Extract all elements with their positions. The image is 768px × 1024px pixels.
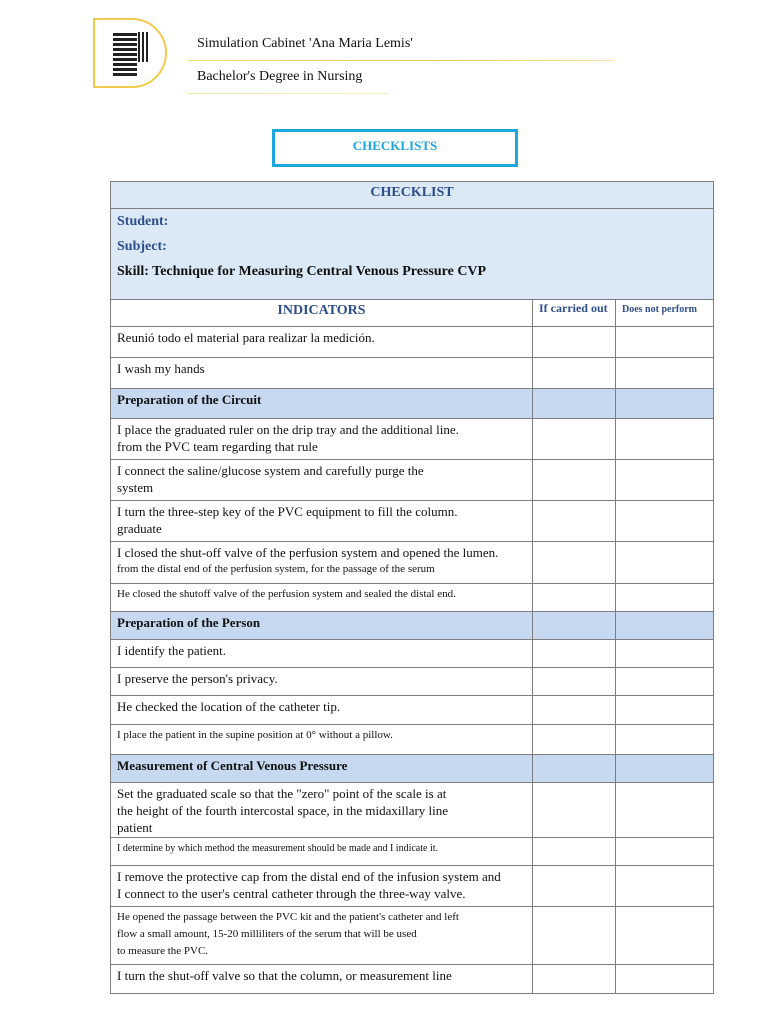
indicator-text <box>111 584 533 612</box>
indicator-line: He checked the location of the catheter tip. <box>117 699 341 714</box>
indicator-row <box>111 640 714 668</box>
institution-logo <box>93 18 171 92</box>
indicator-line: the height of the fourth intercostal space, in the midaxillary line <box>117 803 449 818</box>
subject-label: Subject: <box>117 239 167 254</box>
not-performed-cell[interactable] <box>616 389 714 419</box>
header-divider-2 <box>188 93 388 94</box>
indicator-line: Preparation of the Person <box>117 615 261 630</box>
carried-out-cell[interactable] <box>533 612 616 640</box>
indicator-text <box>111 965 533 994</box>
carried-out-cell[interactable] <box>533 725 616 755</box>
not-performed-cell[interactable] <box>616 783 714 838</box>
checklist-sheet <box>110 181 714 994</box>
indicator-line: I wash my hands <box>117 361 205 376</box>
not-performed-cell[interactable] <box>616 327 714 358</box>
section-title <box>111 755 533 783</box>
not-performed-cell[interactable] <box>616 358 714 389</box>
indicator-text <box>111 460 533 501</box>
carried-out-cell[interactable] <box>533 584 616 612</box>
section-title <box>111 389 533 419</box>
indicator-text <box>111 866 533 907</box>
indicator-line: to measure the PVC. <box>117 945 209 957</box>
indicator-line: Set the graduated scale so that the "zero" point of the scale is at <box>117 786 447 801</box>
checklist-info-row <box>111 209 714 300</box>
carried-out-cell[interactable] <box>533 419 616 460</box>
carried-out-cell[interactable] <box>533 542 616 584</box>
section-title <box>111 612 533 640</box>
indicator-row <box>111 542 714 584</box>
program-name: Bachelor's Degree in Nursing <box>197 69 363 84</box>
not-performed-cell[interactable] <box>616 755 714 783</box>
not-performed-cell[interactable] <box>616 838 714 866</box>
checklist-caption-row <box>111 182 714 209</box>
carried-out-cell[interactable] <box>533 965 616 994</box>
not-performed-cell[interactable] <box>616 696 714 725</box>
indicator-row <box>111 460 714 501</box>
indicator-line: He closed the shutoff valve of the perfusion system and sealed the distal end. <box>117 588 456 600</box>
carried-out-cell[interactable] <box>533 866 616 907</box>
indicator-text <box>111 419 533 460</box>
indicator-line: Measurement of Central Venous Pressure <box>117 758 348 773</box>
indicator-line: I closed the shut-off valve of the perfusion system and opened the lumen. <box>117 545 499 560</box>
indicator-line: from the distal end of the perfusion system, for the passage of the serum <box>117 563 435 575</box>
not-performed-cell[interactable] <box>616 866 714 907</box>
indicator-text <box>111 668 533 696</box>
not-performed-cell[interactable] <box>616 460 714 501</box>
indicator-text <box>111 327 533 358</box>
indicator-text <box>111 907 533 965</box>
not-performed-cell[interactable] <box>616 907 714 965</box>
indicator-line: I identify the patient. <box>117 643 227 658</box>
indicator-row <box>111 907 714 965</box>
indicator-text <box>111 838 533 866</box>
logo-emblem-detail <box>138 32 148 62</box>
indicator-row <box>111 419 714 460</box>
skill-title: Skill: Technique for Measuring Central Venous Pressure CVP <box>117 264 487 279</box>
indicator-line: graduate <box>117 521 162 536</box>
indicator-line: I connect to the user's central catheter through the three-way valve. <box>117 886 466 901</box>
indicator-line: I determine by which method the measurement should be made and I indicate it. <box>117 843 439 854</box>
indicator-row <box>111 783 714 838</box>
carried-out-cell[interactable] <box>533 668 616 696</box>
indicator-line: I turn the shut-off valve so that the column, or measurement line <box>117 968 452 983</box>
indicator-row <box>111 965 714 994</box>
carried-out-cell[interactable] <box>533 907 616 965</box>
indicator-text <box>111 358 533 389</box>
carried-out-header: If carried out <box>533 300 616 327</box>
indicator-row <box>111 501 714 542</box>
indicator-line: flow a small amount, 15-20 milliliters of the serum that will be used <box>117 928 417 940</box>
carried-out-cell[interactable] <box>533 327 616 358</box>
indicator-row <box>111 866 714 907</box>
indicator-row <box>111 668 714 696</box>
not-performed-cell[interactable] <box>616 419 714 460</box>
indicator-row <box>111 584 714 612</box>
carried-out-cell[interactable] <box>533 358 616 389</box>
carried-out-cell[interactable] <box>533 755 616 783</box>
section-row <box>111 612 714 640</box>
not-performed-cell[interactable] <box>616 501 714 542</box>
indicator-text <box>111 725 533 755</box>
carried-out-cell[interactable] <box>533 640 616 668</box>
not-performed-cell[interactable] <box>616 584 714 612</box>
not-performed-header: Does not perform <box>616 300 714 327</box>
not-performed-cell[interactable] <box>616 612 714 640</box>
not-performed-cell[interactable] <box>616 725 714 755</box>
indicator-row <box>111 327 714 358</box>
indicator-line: system <box>117 480 154 495</box>
indicator-row <box>111 696 714 725</box>
indicator-line: Reunió todo el material para realizar la medición. <box>117 330 375 345</box>
indicator-text <box>111 783 533 838</box>
header-divider <box>188 60 613 61</box>
section-row <box>111 389 714 419</box>
indicator-row <box>111 838 714 866</box>
indicator-text <box>111 696 533 725</box>
carried-out-cell[interactable] <box>533 696 616 725</box>
checklist-caption: CHECKLIST <box>111 182 714 209</box>
carried-out-cell[interactable] <box>533 460 616 501</box>
indicator-text <box>111 542 533 584</box>
indicator-line: I place the patient in the supine position at 0° without a pillow. <box>117 729 393 741</box>
indicator-line: He opened the passage between the PVC kit and the patient's catheter and left <box>117 911 459 923</box>
student-label: Student: <box>117 214 169 229</box>
document-title: CHECKLISTS <box>352 138 438 153</box>
indicator-row <box>111 725 714 755</box>
indicator-header-row <box>111 300 714 327</box>
section-row <box>111 755 714 783</box>
logo-emblem <box>113 32 137 76</box>
indicator-row <box>111 358 714 389</box>
indicator-text <box>111 640 533 668</box>
checklist-table <box>110 181 714 994</box>
carried-out-cell[interactable] <box>533 389 616 419</box>
org-name: Simulation Cabinet 'Ana Maria Lemis' <box>197 36 413 51</box>
checklist-info <box>111 209 714 300</box>
indicator-line: from the PVC team regarding that rule <box>117 439 318 454</box>
indicator-text <box>111 501 533 542</box>
indicator-line: I place the graduated ruler on the drip tray and the additional line. <box>117 422 459 437</box>
carried-out-cell[interactable] <box>533 838 616 866</box>
not-performed-cell[interactable] <box>616 640 714 668</box>
indicator-line: Preparation of the Circuit <box>117 392 262 407</box>
not-performed-cell[interactable] <box>616 668 714 696</box>
indicator-line: I remove the protective cap from the distal end of the infusion system and <box>117 869 501 884</box>
indicator-line: I turn the three-step key of the PVC equipment to fill the column. <box>117 504 458 519</box>
indicator-line: patient <box>117 820 153 835</box>
indicator-line: I connect the saline/glucose system and carefully purge the <box>117 463 424 478</box>
indicators-header: INDICATORS <box>111 300 533 327</box>
carried-out-cell[interactable] <box>533 783 616 838</box>
document-title-box <box>272 129 518 167</box>
not-performed-cell[interactable] <box>616 965 714 994</box>
indicator-line: I preserve the person's privacy. <box>117 671 278 686</box>
carried-out-cell[interactable] <box>533 501 616 542</box>
not-performed-cell[interactable] <box>616 542 714 584</box>
